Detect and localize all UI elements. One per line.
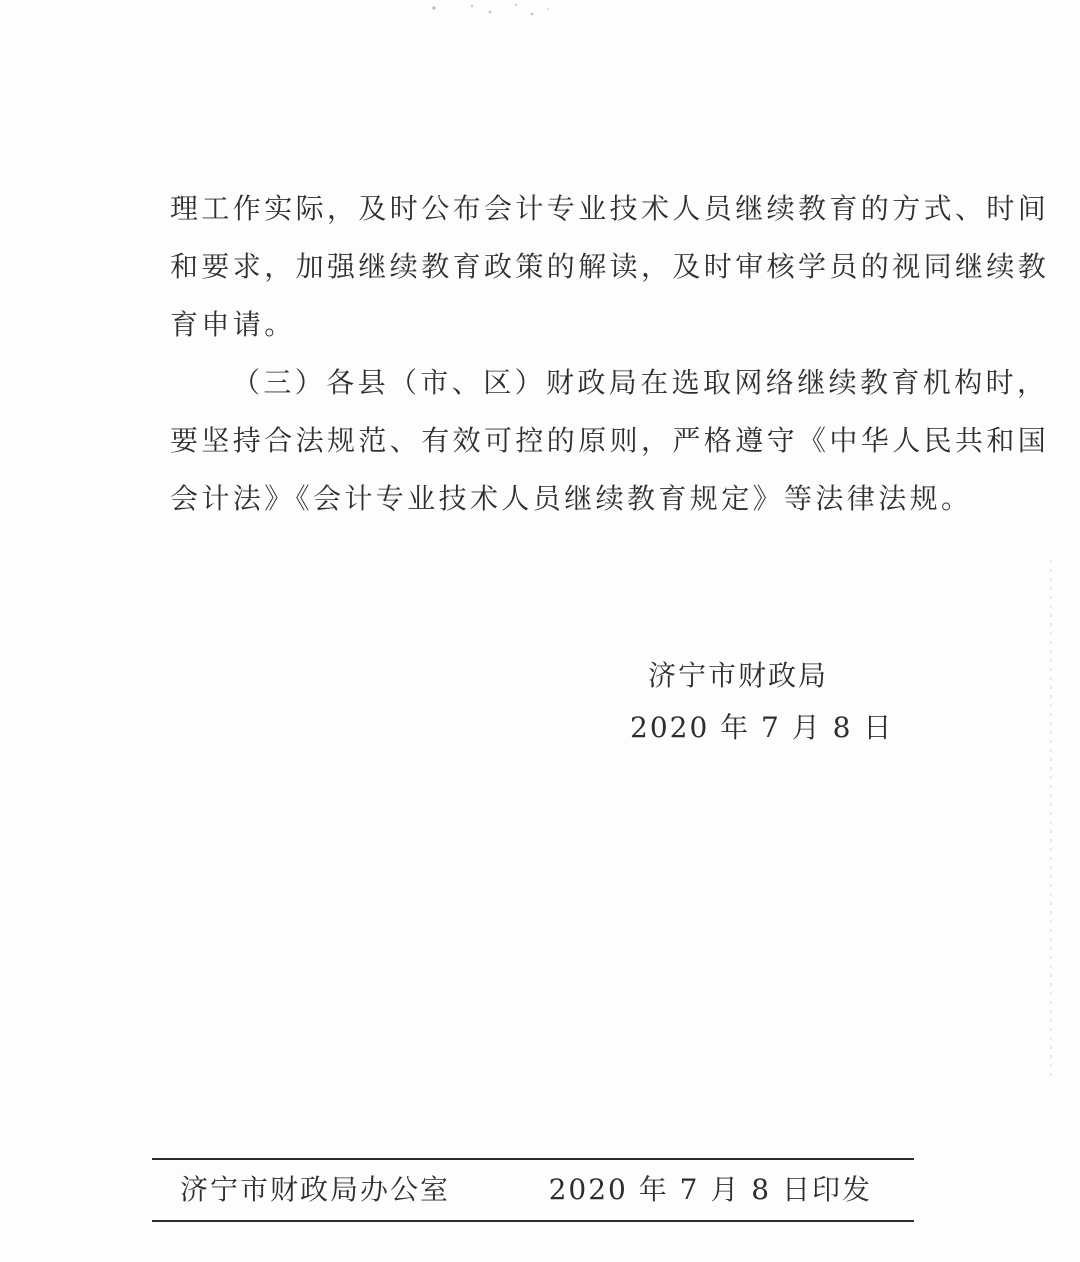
signature-date: 2020 年 7 月 8 日	[630, 711, 894, 744]
footer-issuer: 济宁市财政局办公室	[180, 1173, 451, 1206]
body-line: （三）各县（市、区）财政局在选取网络继续教育机构时，	[232, 366, 1049, 399]
body-line: 育申请。	[170, 308, 296, 341]
signature-organization: 济宁市财政局	[648, 659, 829, 692]
body-line: 会计法》《会计专业技术人员继续教育规定》等法律法规。	[170, 482, 973, 515]
body-text	[170, 180, 1050, 528]
body-line: 和要求，加强继续教育政策的解读，及时审核学员的视同继续教	[170, 250, 1050, 283]
body-line: 要坚持合法规范、有效可控的原则，严格遵守《中华人民共和国	[170, 424, 1050, 457]
footer-issued-date: 2020 年 7 月 8 日印发	[548, 1173, 872, 1206]
scan-edge-artifact	[1050, 560, 1052, 1080]
footer-bottom-rule	[152, 1220, 914, 1222]
signature-block	[620, 650, 894, 754]
body-line: 理工作实际，及时公布会计专业技术人员继续教育的方式、时间	[170, 192, 1050, 225]
footer-top-rule	[152, 1158, 914, 1160]
issuance-footer	[152, 1158, 914, 1222]
scan-specks	[420, 0, 570, 20]
